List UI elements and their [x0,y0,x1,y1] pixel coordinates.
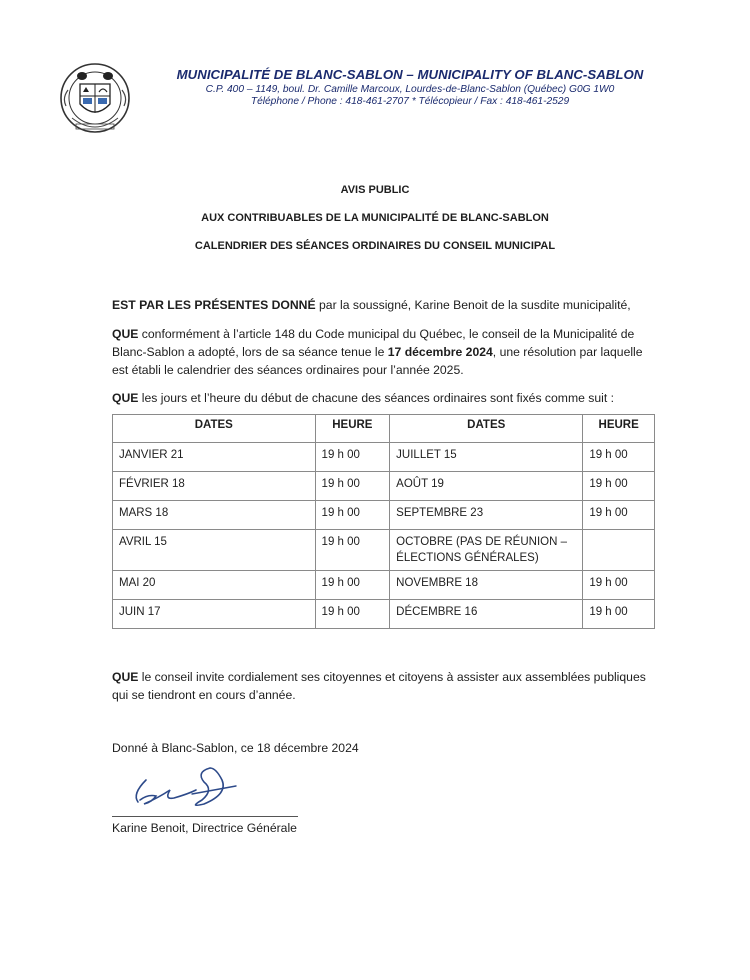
time-cell: 19 h 00 [583,501,655,530]
paragraph-intro [112,296,657,314]
intro-bold: EST PAR LES PRÉSENTES DONNÉ [112,298,316,312]
table-row [113,600,655,629]
given-place-date: Donné à Blanc-Sablon, ce 18 décembre 2024 [112,741,359,755]
time-cell: 19 h 00 [315,472,390,501]
resolution-text-a: conformément à l’article 148 du Code municipal du Québec, le conseil de la Municipalité de Blanc-Sablon a adopté, lors de sa séance tenue le [112,327,635,359]
signature-line [112,816,298,817]
org-phone-fax: Téléphone / Phone : 418-461-2707 * Télécopieur / Fax : 418-461-2529 [250,96,570,107]
time-cell: 19 h 00 [315,443,390,472]
paragraph-schedule-intro [112,389,657,407]
date-cell: FÉVRIER 18 [113,472,316,501]
time-cell: 19 h 00 [315,571,390,600]
date-cell: JUILLET 15 [390,443,583,472]
resolution-text-b: , une résolution par laquelle est établi le calendrier des séances ordinaires pour l’année 2025. [112,345,643,377]
que-bold: QUE [112,327,139,341]
paragraph-resolution [112,325,657,379]
paragraph-invitation [112,668,657,704]
header-dates: DATES [113,415,316,443]
date-cell: MARS 18 [113,501,316,530]
time-cell: 19 h 00 [583,472,655,501]
date-cell: DÉCEMBRE 16 [390,600,583,629]
schedule-table [112,414,655,629]
time-cell: 19 h 00 [315,600,390,629]
org-address: C.P. 400 – 1149, boul. Dr. Camille Marcoux, Lourdes-de-Blanc-Sablon (Québec) G0G 1W0 [205,84,615,95]
title-calendar: CALENDRIER DES SÉANCES ORDINAIRES DU CONSEIL MUNICIPAL [194,240,556,252]
date-cell: OCTOBRE (PAS DE RÉUNION – ÉLECTIONS GÉNÉRALES) [390,530,583,571]
time-cell: 19 h 00 [315,530,390,571]
time-cell [583,530,655,571]
time-cell: 19 h 00 [583,443,655,472]
time-cell: 19 h 00 [583,600,655,629]
table-row [113,571,655,600]
date-cell: NOVEMBRE 18 [390,571,583,600]
municipal-seal-icon [58,58,132,154]
header-time: HEURE [583,415,655,443]
header-dates: DATES [390,415,583,443]
invitation-text: le conseil invite cordialement ses citoyennes et citoyens à assister aux assemblées publiques qui se tiendront en cours d’année. [112,670,646,702]
table-row [113,472,655,501]
title-audience: AUX CONTRIBUABLES DE LA MUNICIPALITÉ DE BLANC-SABLON [201,212,549,224]
handwritten-signature [118,760,248,816]
time-cell: 19 h 00 [315,501,390,530]
title-public-notice: AVIS PUBLIC [340,184,410,196]
table-row [113,530,655,571]
date-cell: JUIN 17 [113,600,316,629]
table-header-row [113,415,655,443]
date-cell: MAI 20 [113,571,316,600]
schedule-intro-text: les jours et l’heure du début de chacune des séances ordinaires sont fixés comme suit : [138,391,614,405]
date-cell: AOÛT 19 [390,472,583,501]
que-bold: QUE [112,670,139,684]
letterhead [150,67,670,107]
org-name: MUNICIPALITÉ DE BLANC-SABLON – MUNICIPALITY OF BLANC-SABLON [176,67,644,82]
table-row [113,501,655,530]
table-row [113,443,655,472]
date-cell: SEPTEMBRE 23 [390,501,583,530]
header-time: HEURE [315,415,390,443]
date-cell: AVRIL 15 [113,530,316,571]
signer-name: Karine Benoit, Directrice Générale [112,821,297,835]
resolution-date-bold: 17 décembre 2024 [387,345,493,359]
intro-text: par la soussigné, Karine Benoit de la susdite municipalité, [315,298,631,312]
que-bold: QUE [112,391,139,405]
date-cell: JANVIER 21 [113,443,316,472]
time-cell: 19 h 00 [583,571,655,600]
